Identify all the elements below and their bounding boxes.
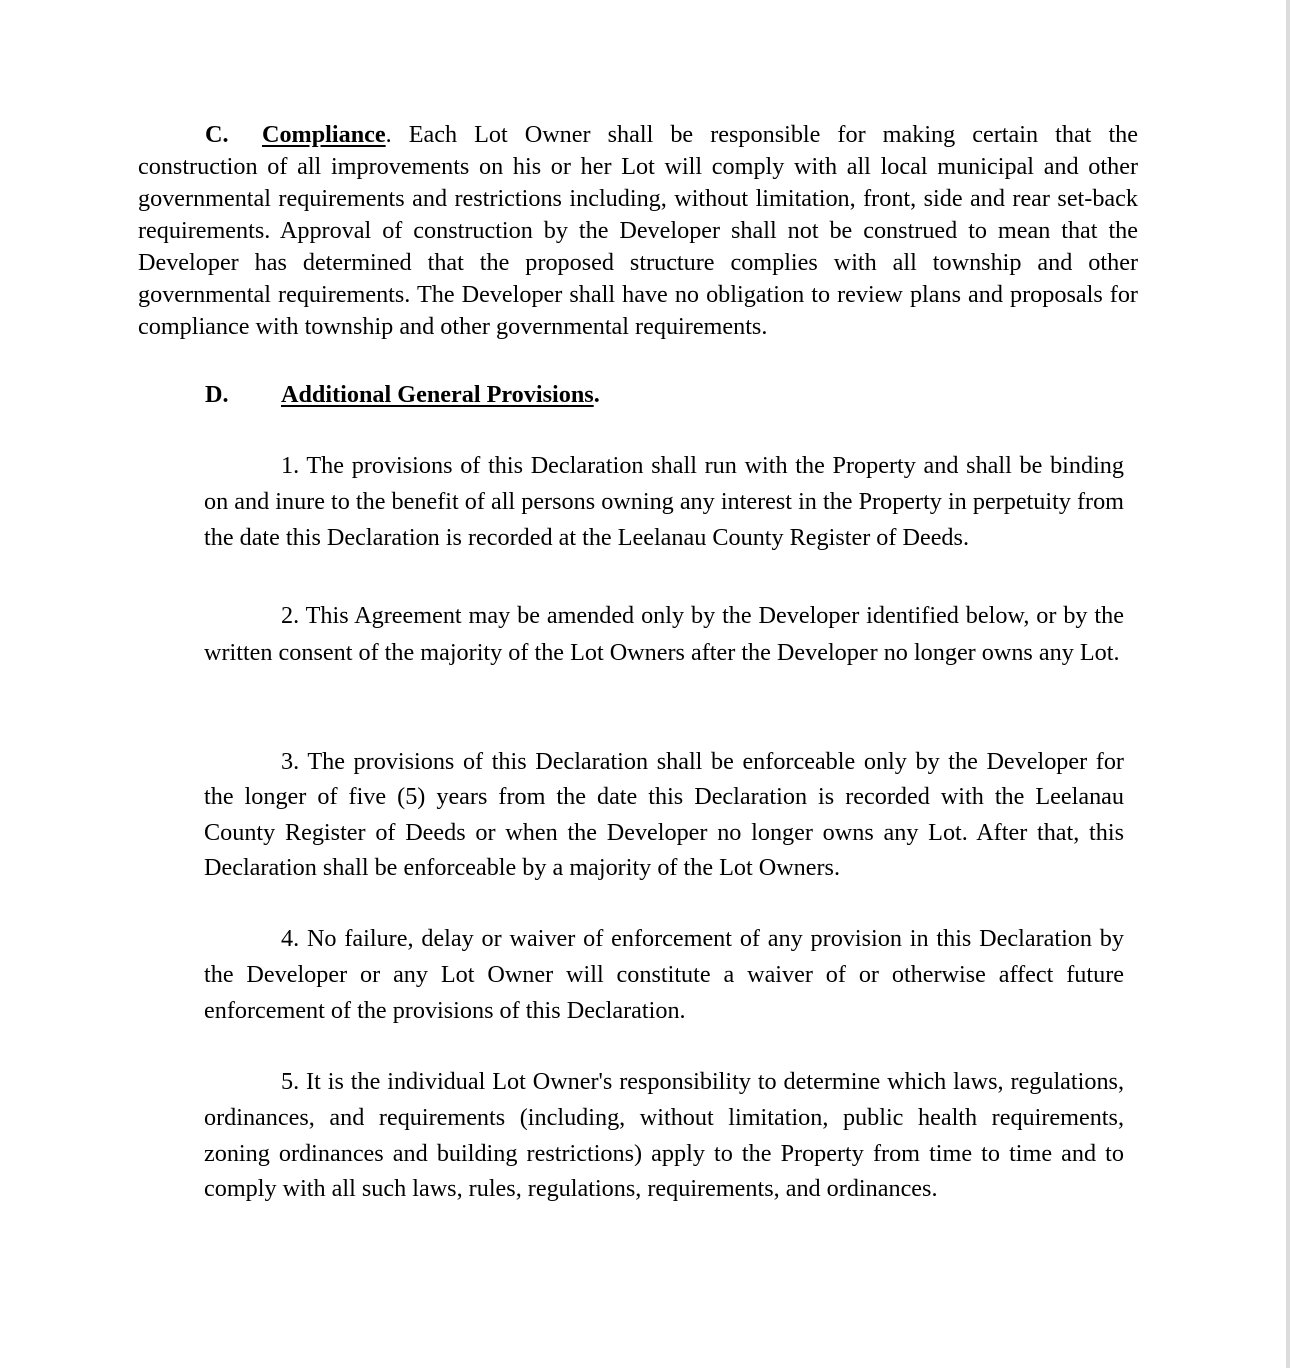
provision-3: 3. The provisions of this Declaration shall be enforceable only by the Developer for the longer of five (5) years from the date this Declaration is recorded with the Leelanau County Register of Deeds or when the Developer no longer owns any Lot. After that, this Declaration shall be enforceable by a majority of the Lot Owners. [204,748,1124,881]
provision-2: 2. This Agreement may be amended only by the Developer identified below, or by the written consent of the majority of the Lot Owners after the Developer no longer owns any Lot. [204,602,1124,666]
section-c-body: . Each Lot Owner shall be responsible for making certain that the construction of all improvements on his or her Lot will comply with all local municipal and other governmental requirements and restrictions including, without limitation, front, side and rear set-back requirements. Approval of construction by the Developer shall not be construed to mean that the Developer has determined that the proposed structure complies with all township and other governmental requirements. The Developer shall have no obligation to review plans and proposals for compliance with township and other governmental requirements. [138,121,1138,340]
section-d-heading [205,379,600,411]
section-c-paragraph [138,119,1138,343]
section-c-title: Compliance [262,121,386,148]
provision-4: 4. No failure, delay or waiver of enforcement of any provision in this Declaration by the Developer or any Lot Owner will constitute a waiver of or otherwise affect future enforcement of the provisions of this Declaration. [204,925,1124,1024]
section-d-title: Additional General Provisions [281,381,594,408]
provision-1: 1. The provisions of this Declaration shall run with the Property and shall be binding on and inure to the benefit of all persons owning any interest in the Property in perpetuity from the date this Declaration is recorded at the Leelanau County Register of Deeds. [204,452,1124,551]
page-edge [1286,0,1290,1368]
section-d-letter: D. [205,381,229,408]
section-c-letter: C. [205,121,229,148]
provision-5: 5. It is the individual Lot Owner's responsibility to determine which laws, regulations, ordinances, and requirements (including, without limitation, public health requirements, zoning ordinances and building restrictions) apply to the Property from time to time and to comply with all such laws, rules, regulations, requirements, and ordinances. [204,1068,1124,1203]
section-d-title-suffix: . [593,381,600,408]
